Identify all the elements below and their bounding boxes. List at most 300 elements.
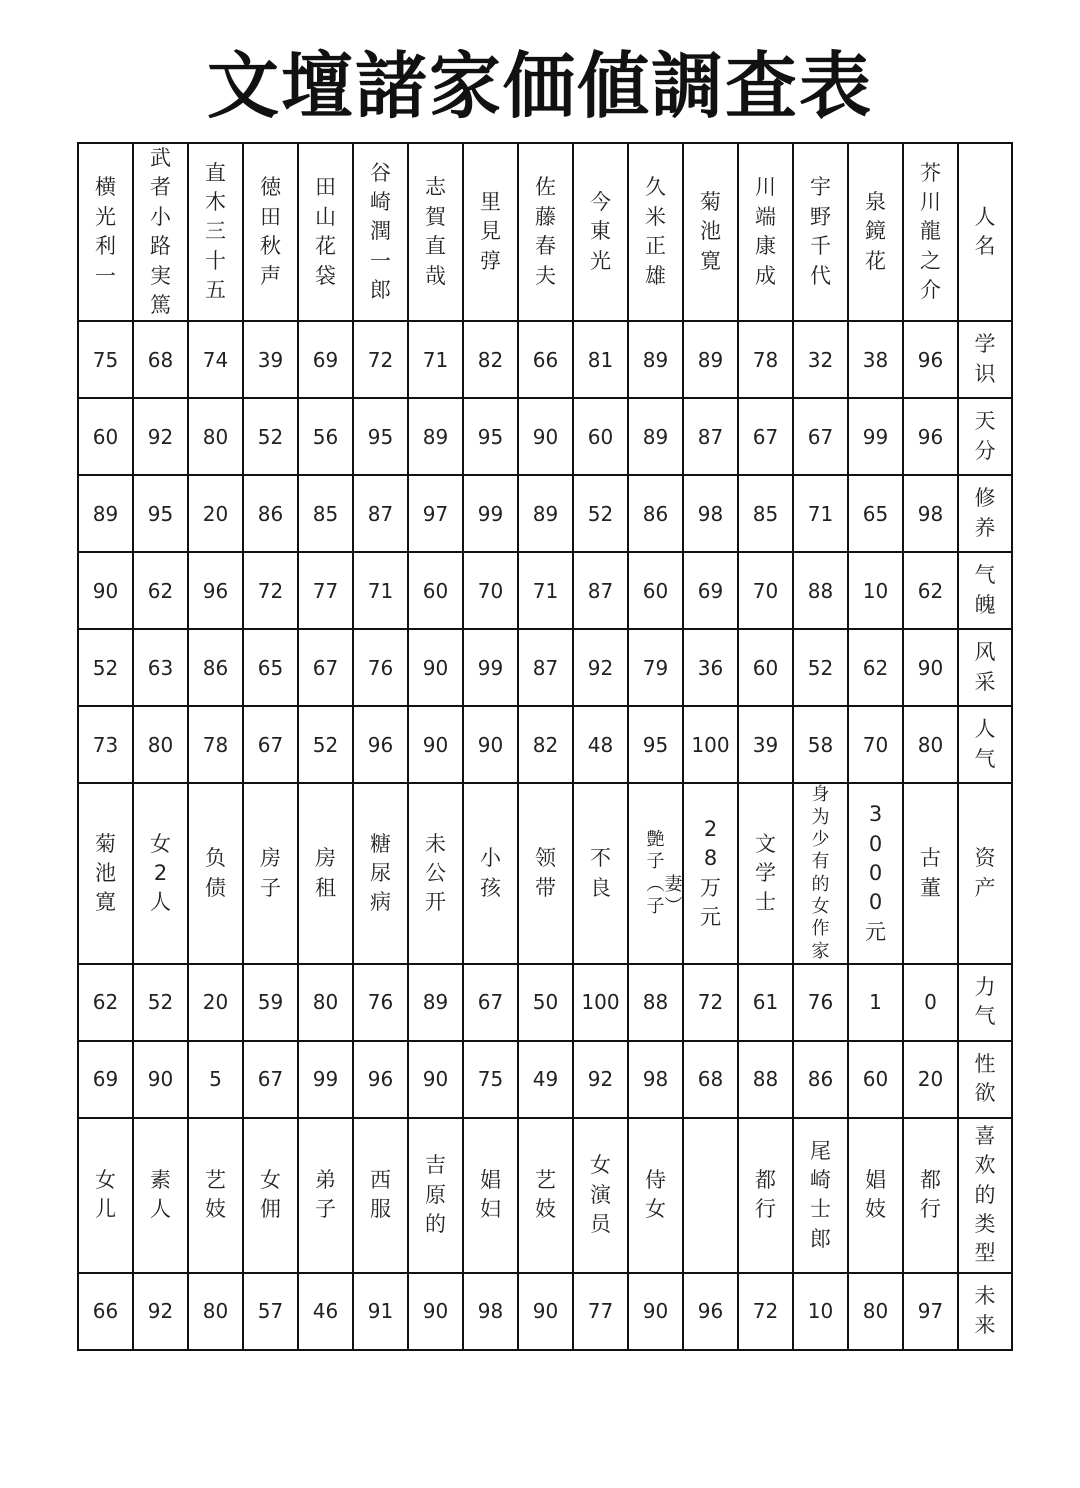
cell-text: 艶子︵妻子︶ xyxy=(646,828,683,917)
row-label-text: 气魄 xyxy=(974,563,996,617)
value-cell xyxy=(903,398,958,475)
value-cell xyxy=(408,1273,463,1350)
value-cell xyxy=(353,1118,408,1273)
value-cell xyxy=(903,964,958,1041)
value-cell xyxy=(298,783,353,964)
value-cell xyxy=(298,552,353,629)
cell-number: 20 xyxy=(202,990,229,1015)
cell-number: 52 xyxy=(147,990,174,1015)
value-cell xyxy=(738,398,793,475)
value-cell xyxy=(463,706,518,783)
cell-number: 87 xyxy=(697,424,724,449)
cell-number: 73 xyxy=(92,732,119,757)
cell-number: 85 xyxy=(312,501,339,526)
value-cell xyxy=(243,1273,298,1350)
cell-number: 62 xyxy=(92,990,119,1015)
value-cell xyxy=(683,1041,738,1118)
cell-number: 89 xyxy=(422,990,449,1015)
author-name-header xyxy=(133,143,188,321)
cell-number: 86 xyxy=(202,655,229,680)
cell-number: 98 xyxy=(917,501,944,526)
cell-number: 60 xyxy=(862,1067,889,1092)
cell-number: 92 xyxy=(147,424,174,449)
value-cell xyxy=(518,964,573,1041)
value-cell xyxy=(848,1041,903,1118)
value-cell xyxy=(683,629,738,706)
author-name-header xyxy=(243,143,298,321)
value-cell xyxy=(848,783,903,964)
value-cell xyxy=(793,706,848,783)
row-label xyxy=(958,321,1012,398)
cell-number: 89 xyxy=(642,424,669,449)
value-cell xyxy=(683,1273,738,1350)
value-cell xyxy=(243,964,298,1041)
author-name-text: 田山花袋 xyxy=(315,175,336,288)
value-cell xyxy=(628,706,683,783)
cell-number: 90 xyxy=(92,578,119,603)
author-name-text: 久米正雄 xyxy=(645,175,666,288)
value-cell xyxy=(133,1041,188,1118)
author-name-header xyxy=(78,143,133,321)
value-cell xyxy=(408,321,463,398)
author-name-header xyxy=(738,143,793,321)
cell-number: 61 xyxy=(752,990,779,1015)
author-name-text: 志賀直哉 xyxy=(425,175,446,288)
cell-number: 82 xyxy=(477,347,504,372)
value-cell xyxy=(738,706,793,783)
value-cell xyxy=(518,321,573,398)
author-name-header xyxy=(408,143,463,321)
cell-text: 娼妇 xyxy=(480,1167,501,1222)
header-row xyxy=(78,143,1012,321)
cell-number: 89 xyxy=(697,347,724,372)
value-cell xyxy=(298,475,353,552)
cell-number: 36 xyxy=(697,655,724,680)
value-cell xyxy=(353,1041,408,1118)
cell-number: 60 xyxy=(752,655,779,680)
cell-number: 97 xyxy=(422,501,449,526)
value-cell xyxy=(243,706,298,783)
value-cell xyxy=(463,629,518,706)
value-cell xyxy=(133,964,188,1041)
cell-number: 74 xyxy=(202,347,229,372)
cell-number: 89 xyxy=(532,501,559,526)
value-cell xyxy=(298,706,353,783)
cell-number: 62 xyxy=(862,655,889,680)
cell-number: 87 xyxy=(587,578,614,603)
cell-text: 3000元 xyxy=(865,802,886,944)
cell-text: 吉原的 xyxy=(425,1153,446,1237)
cell-number: 89 xyxy=(642,347,669,372)
value-cell xyxy=(243,475,298,552)
value-cell xyxy=(78,1041,133,1118)
cell-text: 艺妓 xyxy=(535,1167,556,1222)
value-cell xyxy=(848,1118,903,1273)
value-cell xyxy=(518,1118,573,1273)
value-cell xyxy=(408,783,463,964)
value-cell xyxy=(628,964,683,1041)
value-cell xyxy=(133,1273,188,1350)
cell-number: 60 xyxy=(92,424,119,449)
cell-number: 92 xyxy=(587,1067,614,1092)
cell-number: 96 xyxy=(367,732,394,757)
value-cell xyxy=(683,783,738,964)
cell-number: 86 xyxy=(642,501,669,526)
author-name-text: 川端康成 xyxy=(755,175,776,288)
table-row xyxy=(78,552,1012,629)
cell-number: 91 xyxy=(367,1299,394,1324)
value-cell xyxy=(188,1273,243,1350)
value-cell xyxy=(903,706,958,783)
value-cell xyxy=(408,552,463,629)
value-cell xyxy=(353,706,408,783)
author-name-text: 里見 弴 xyxy=(480,190,501,273)
value-cell xyxy=(518,552,573,629)
value-cell xyxy=(518,629,573,706)
cell-number: 20 xyxy=(202,501,229,526)
cell-text: 艺妓 xyxy=(205,1167,226,1222)
value-cell xyxy=(793,1273,848,1350)
row-label-text: 未来 xyxy=(974,1283,996,1338)
table-row xyxy=(78,398,1012,475)
value-cell xyxy=(188,964,243,1041)
value-cell xyxy=(848,321,903,398)
value-cell xyxy=(573,706,628,783)
value-cell xyxy=(298,398,353,475)
value-cell xyxy=(463,1118,518,1273)
cell-number: 90 xyxy=(422,1299,449,1324)
row-label-text: 性欲 xyxy=(974,1051,996,1106)
cell-number: 98 xyxy=(477,1299,504,1324)
row-label xyxy=(958,1041,1012,1118)
cell-number: 79 xyxy=(642,655,669,680)
cell-number: 62 xyxy=(917,578,944,603)
value-cell xyxy=(408,964,463,1041)
cell-number: 90 xyxy=(422,732,449,757)
value-cell xyxy=(793,398,848,475)
value-cell xyxy=(738,321,793,398)
value-cell xyxy=(628,1118,683,1273)
row-label xyxy=(958,398,1012,475)
table-row xyxy=(78,964,1012,1041)
cell-text: 都行 xyxy=(755,1167,776,1222)
cell-text: 弟子 xyxy=(315,1167,336,1222)
cell-number: 66 xyxy=(92,1299,119,1324)
value-cell xyxy=(903,321,958,398)
table-row xyxy=(78,706,1012,783)
cell-number: 92 xyxy=(587,655,614,680)
value-cell xyxy=(243,783,298,964)
cell-number: 90 xyxy=(147,1067,174,1092)
cell-number: 96 xyxy=(367,1067,394,1092)
value-cell xyxy=(573,783,628,964)
cell-text: 女儿 xyxy=(95,1167,116,1222)
cell-number: 82 xyxy=(532,732,559,757)
cell-number: 80 xyxy=(202,424,229,449)
cell-number: 99 xyxy=(477,655,504,680)
cell-number: 71 xyxy=(422,347,449,372)
value-cell xyxy=(408,398,463,475)
row-label-text: 力气 xyxy=(974,974,996,1029)
value-cell xyxy=(848,1273,903,1350)
value-cell xyxy=(683,964,738,1041)
value-cell xyxy=(848,706,903,783)
value-cell xyxy=(903,1041,958,1118)
cell-number: 86 xyxy=(807,1067,834,1092)
cell-number: 60 xyxy=(422,578,449,603)
value-cell xyxy=(133,475,188,552)
cell-number: 88 xyxy=(807,578,834,603)
cell-number: 98 xyxy=(642,1067,669,1092)
cell-number: 65 xyxy=(862,501,889,526)
cell-number: 72 xyxy=(752,1299,779,1324)
value-cell xyxy=(78,783,133,964)
author-name-text: 横光利一 xyxy=(95,175,116,288)
cell-number: 67 xyxy=(312,655,339,680)
cell-number: 58 xyxy=(807,732,834,757)
value-cell xyxy=(903,783,958,964)
cell-text: 不良 xyxy=(590,846,611,900)
value-cell xyxy=(573,629,628,706)
cell-number: 90 xyxy=(477,732,504,757)
cell-number: 80 xyxy=(917,732,944,757)
cell-number: 39 xyxy=(752,732,779,757)
value-cell xyxy=(573,1118,628,1273)
cell-number: 67 xyxy=(477,990,504,1015)
value-cell xyxy=(683,321,738,398)
cell-text: 28万元 xyxy=(700,816,721,929)
value-cell xyxy=(793,1041,848,1118)
cell-text: 未公开 xyxy=(425,831,446,915)
author-name-text: 今東光 xyxy=(590,190,611,273)
cell-number: 80 xyxy=(862,1299,889,1324)
value-cell xyxy=(78,964,133,1041)
cell-number: 95 xyxy=(147,501,174,526)
cell-number: 70 xyxy=(862,732,889,757)
value-cell xyxy=(133,1118,188,1273)
cell-number: 71 xyxy=(532,578,559,603)
table-row xyxy=(78,475,1012,552)
value-cell xyxy=(298,629,353,706)
cell-number: 96 xyxy=(917,424,944,449)
cell-text: 房租 xyxy=(315,846,336,900)
cell-number: 90 xyxy=(532,1299,559,1324)
cell-number: 66 xyxy=(532,347,559,372)
value-cell xyxy=(243,1041,298,1118)
cell-number: 98 xyxy=(697,501,724,526)
cell-number: 48 xyxy=(587,732,614,757)
cell-text: 都行 xyxy=(920,1167,941,1222)
value-cell xyxy=(188,321,243,398)
cell-number: 90 xyxy=(642,1299,669,1324)
cell-number: 67 xyxy=(807,424,834,449)
cell-text: 领带 xyxy=(535,846,556,900)
value-cell xyxy=(573,1273,628,1350)
author-name-text: 谷崎潤一郎 xyxy=(370,160,391,303)
value-cell xyxy=(188,552,243,629)
author-name-header xyxy=(793,143,848,321)
cell-number: 10 xyxy=(862,578,889,603)
value-cell xyxy=(298,1041,353,1118)
author-name-header xyxy=(353,143,408,321)
value-cell xyxy=(353,552,408,629)
cell-number: 81 xyxy=(587,347,614,372)
value-cell xyxy=(353,1273,408,1350)
value-cell xyxy=(573,552,628,629)
row-label xyxy=(958,964,1012,1041)
value-cell xyxy=(793,321,848,398)
value-cell xyxy=(133,629,188,706)
row-label xyxy=(958,783,1012,964)
value-cell xyxy=(793,783,848,964)
author-name-text: 宇野千代 xyxy=(810,175,831,288)
cell-number: 99 xyxy=(862,424,889,449)
cell-number: 63 xyxy=(147,655,174,680)
value-cell xyxy=(573,1041,628,1118)
value-cell xyxy=(738,783,793,964)
cell-number: 96 xyxy=(697,1299,724,1324)
cell-number: 72 xyxy=(367,347,394,372)
cell-text: 女2人 xyxy=(150,831,171,915)
value-cell xyxy=(518,1273,573,1350)
value-cell xyxy=(793,629,848,706)
cell-number: 86 xyxy=(257,501,284,526)
cell-text: 身为少有的女作家 xyxy=(811,784,830,962)
author-name-text: 徳田秋声 xyxy=(260,175,281,288)
table-row xyxy=(78,1041,1012,1118)
value-cell xyxy=(573,398,628,475)
row-label-text: 修养 xyxy=(974,486,996,540)
cell-number: 100 xyxy=(581,990,620,1015)
cell-number: 72 xyxy=(257,578,284,603)
value-cell xyxy=(408,629,463,706)
table-row xyxy=(78,629,1012,706)
value-cell xyxy=(793,1118,848,1273)
cell-number: 87 xyxy=(532,655,559,680)
cell-number: 68 xyxy=(147,347,174,372)
cell-number: 67 xyxy=(752,424,779,449)
value-cell xyxy=(628,629,683,706)
cell-number: 95 xyxy=(642,732,669,757)
cell-number: 20 xyxy=(917,1067,944,1092)
value-cell xyxy=(848,398,903,475)
cell-number: 0 xyxy=(924,990,937,1015)
cell-text: 娼妓 xyxy=(865,1167,886,1222)
value-cell xyxy=(78,1273,133,1350)
cell-number: 49 xyxy=(532,1067,559,1092)
value-cell xyxy=(738,1118,793,1273)
cell-number: 90 xyxy=(422,1067,449,1092)
cell-number: 99 xyxy=(477,501,504,526)
value-cell xyxy=(78,629,133,706)
value-survey-table xyxy=(77,142,1013,1351)
cell-number: 77 xyxy=(312,578,339,603)
value-cell xyxy=(903,629,958,706)
row-label-text: 学识 xyxy=(974,332,996,386)
cell-text: 尾崎士郎 xyxy=(810,1138,831,1251)
cell-number: 52 xyxy=(257,424,284,449)
cell-number: 95 xyxy=(367,424,394,449)
author-name-text: 佐藤春夫 xyxy=(535,175,556,288)
value-cell xyxy=(408,1118,463,1273)
cell-text: 素人 xyxy=(150,1167,171,1222)
value-cell xyxy=(243,321,298,398)
value-cell xyxy=(78,398,133,475)
cell-number: 90 xyxy=(422,655,449,680)
value-cell xyxy=(243,1118,298,1273)
cell-number: 52 xyxy=(587,501,614,526)
author-name-text: 直木三十五 xyxy=(205,160,226,303)
cell-text: 房子 xyxy=(260,846,281,900)
cell-number: 85 xyxy=(752,501,779,526)
value-cell xyxy=(573,321,628,398)
cell-number: 62 xyxy=(147,578,174,603)
cell-text: 女演员 xyxy=(590,1153,611,1237)
value-cell xyxy=(298,1118,353,1273)
value-cell xyxy=(573,964,628,1041)
row-label-text: 人气 xyxy=(974,717,996,771)
cell-number: 87 xyxy=(367,501,394,526)
value-cell xyxy=(353,783,408,964)
value-cell xyxy=(133,321,188,398)
author-name-text: 人名 xyxy=(974,204,996,259)
value-cell xyxy=(188,706,243,783)
table-row xyxy=(78,321,1012,398)
value-cell xyxy=(848,964,903,1041)
cell-number: 60 xyxy=(587,424,614,449)
author-name-header xyxy=(683,143,738,321)
value-cell xyxy=(133,783,188,964)
value-cell xyxy=(518,1041,573,1118)
value-cell xyxy=(188,629,243,706)
cell-number: 72 xyxy=(697,990,724,1015)
author-name-header xyxy=(518,143,573,321)
author-name-text: 菊池寛 xyxy=(700,190,721,273)
value-cell xyxy=(628,552,683,629)
cell-number: 70 xyxy=(752,578,779,603)
value-cell xyxy=(463,1041,518,1118)
row-label-text: 天分 xyxy=(974,409,996,463)
cell-number: 69 xyxy=(312,347,339,372)
value-cell xyxy=(628,475,683,552)
cell-number: 52 xyxy=(807,655,834,680)
value-cell xyxy=(353,964,408,1041)
value-cell xyxy=(463,398,518,475)
cell-number: 89 xyxy=(422,424,449,449)
value-cell xyxy=(683,706,738,783)
value-cell xyxy=(133,552,188,629)
cell-number: 92 xyxy=(147,1299,174,1324)
value-cell xyxy=(408,1041,463,1118)
cell-text: 侍女 xyxy=(645,1167,666,1222)
cell-number: 71 xyxy=(367,578,394,603)
cell-number: 46 xyxy=(312,1299,339,1324)
value-cell xyxy=(683,475,738,552)
table-row xyxy=(78,1273,1012,1350)
value-cell xyxy=(628,321,683,398)
value-cell xyxy=(738,475,793,552)
value-cell xyxy=(463,321,518,398)
value-cell xyxy=(518,398,573,475)
cell-number: 52 xyxy=(312,732,339,757)
value-cell xyxy=(298,964,353,1041)
cell-number: 38 xyxy=(862,347,889,372)
value-cell xyxy=(188,783,243,964)
row-label xyxy=(958,1273,1012,1350)
row-label xyxy=(958,475,1012,552)
cell-number: 69 xyxy=(92,1067,119,1092)
value-cell xyxy=(903,1273,958,1350)
